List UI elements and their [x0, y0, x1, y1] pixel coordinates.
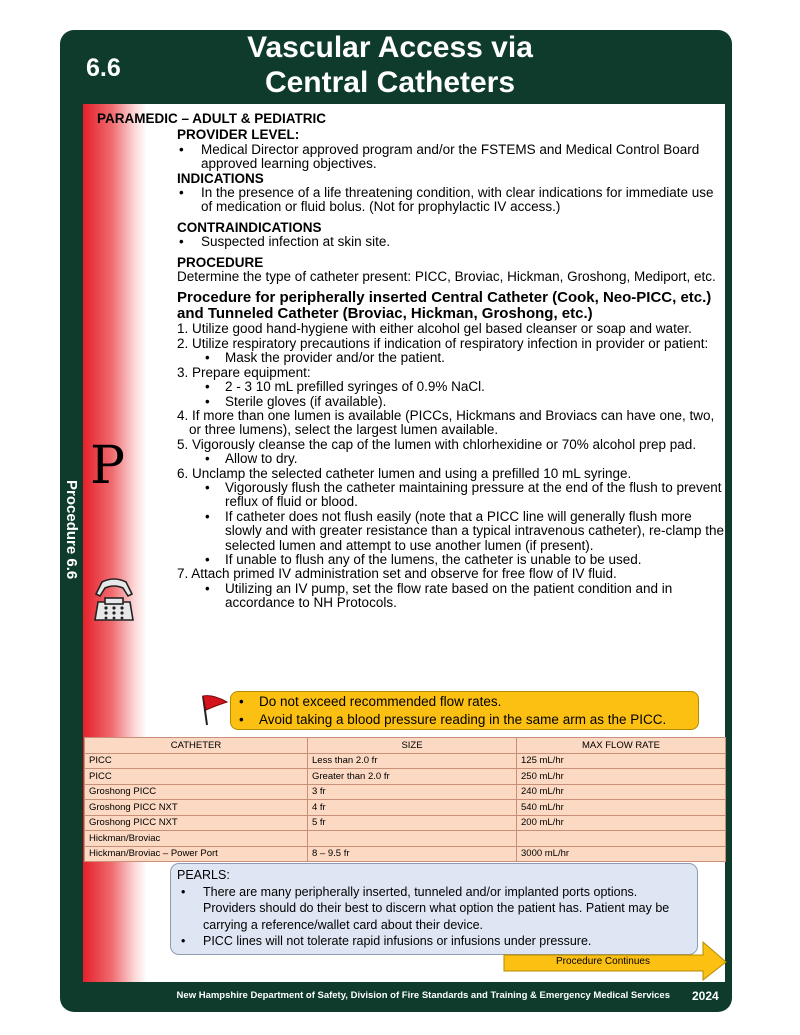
warning-item: • Avoid taking a blood pressure reading in the same arm as the PICC. — [231, 711, 698, 729]
table-cell-size: 4 fr — [308, 800, 517, 816]
table-cell-size — [308, 831, 517, 847]
step-2: 2. Utilize respiratory precautions if indication of respiratory infection in provider or patient: — [177, 335, 709, 351]
pearls-heading: PEARLS: — [177, 868, 230, 882]
table-cell-catheter: PICC — [85, 753, 308, 769]
column-header-catheter: CATHETER — [85, 738, 308, 754]
table-header-row — [85, 738, 726, 754]
procedure-title: Procedure for peripherally inserted Central Catheter (Cook, Neo-PICC, etc.) and Tunneled Catheter (Broviac, Hickman, Groshong, etc.) — [177, 289, 712, 323]
paramedic-scope-mark: P — [90, 436, 125, 496]
table-cell-flow: 3000 mL/hr — [517, 846, 726, 862]
table-cell-catheter: Hickman/Broviac — [85, 831, 308, 847]
table-row — [85, 846, 726, 862]
table-row — [85, 753, 726, 769]
warning-box — [230, 691, 699, 730]
footer-agency: New Hampshire Department of Safety, Division of Fire Standards and Training & Emergency Medical Services — [176, 990, 670, 1001]
table-cell-flow: 250 mL/hr — [517, 769, 726, 785]
side-procedure-text: Procedure 6.6 — [63, 480, 80, 580]
pearl-item: • PICC lines will not tolerate rapid infusions or infusions under pressure. — [177, 933, 691, 950]
page-title-line2: Central Catheters — [264, 66, 516, 99]
procedure-continues-link[interactable]: Procedure Continues — [556, 956, 650, 967]
step-3-bullet-a: • 2 - 3 10 mL prefilled syringes of 0.9% NaCl. — [177, 380, 725, 394]
table-row — [85, 800, 726, 816]
procedure-number: 6.6 — [86, 54, 121, 82]
table-cell-size: 8 – 9.5 fr — [308, 846, 517, 862]
step-7: 7. Attach primed IV administration set and observe for free flow of IV fluid. — [177, 566, 617, 582]
table-cell-flow: 540 mL/hr — [517, 800, 726, 816]
footer-year: 2024 — [692, 989, 719, 1003]
step-6-bullet-a: • Vigorously flush the catheter maintaining pressure at the end of the flush to prevent reflux of fluid or blood. — [177, 481, 725, 510]
step-3-bullet-b: • Sterile gloves (if available). — [177, 395, 725, 409]
side-procedure-label — [58, 480, 80, 630]
column-header-max-flow-rate: MAX FLOW RATE — [517, 738, 726, 754]
step-1: 1. Utilize good hand-hygiene with either alcohol gel based cleanser or soap and water. — [177, 321, 692, 337]
table-cell-catheter: Groshong PICC NXT — [85, 800, 308, 816]
table-cell-flow: 200 mL/hr — [517, 815, 726, 831]
table-cell-size: Greater than 2.0 fr — [308, 769, 517, 785]
main-text — [97, 112, 725, 611]
step-4: 4. If more than one lumen is available (PICCs, Hickmans and Broviacs can have one, two, or three lumens), select the largest lumen available. — [177, 407, 715, 438]
red-flag-icon — [197, 692, 229, 726]
table-cell-size: Less than 2.0 fr — [308, 753, 517, 769]
step-2-bullet: • Mask the provider and/or the patient. — [177, 351, 725, 365]
pearl-item: • There are many peripherally inserted, tunneled and/or implanted ports options. Providers should do their best to discern what option the patient has. Patient may be carrying a reference/wallet card about their device. — [177, 884, 691, 934]
contraindications-bullet: • Suspected infection at skin site. — [177, 235, 725, 249]
table-cell-size: 5 fr — [308, 815, 517, 831]
table-cell-flow: 240 mL/hr — [517, 784, 726, 800]
provider-level-heading: PROVIDER LEVEL: — [177, 127, 300, 143]
step-6-bullet-c: • If unable to flush any of the lumens, the catheter is unable to be used. — [177, 553, 725, 567]
table-cell-size: 3 fr — [308, 784, 517, 800]
indications-bullet: • In the presence of a life threatening condition, with clear indications for immediate use of medication or fluid bolus. (Not for prophylactic IV access.) — [177, 186, 725, 215]
table-cell-catheter: PICC — [85, 769, 308, 785]
flow-rate-table — [84, 737, 726, 862]
page-title-line1: Vascular Access via — [247, 31, 533, 64]
procedure-heading: PROCEDURE — [177, 254, 264, 270]
table-cell-catheter: Hickman/Broviac – Power Port — [85, 846, 308, 862]
provider-subtitle: PARAMEDIC – ADULT & PEDIATRIC — [97, 111, 326, 126]
step-7-bullet: • Utilizing an IV pump, set the flow rate based on the patient condition and in accordance to NH Protocols. — [177, 582, 725, 611]
column-header-size: SIZE — [308, 738, 517, 754]
page-title — [180, 30, 600, 100]
step-5-bullet: • Allow to dry. — [177, 452, 725, 466]
provider-level-bullet: • Medical Director approved program and/or the FSTEMS and Medical Control Board approved learning objectives. — [177, 143, 725, 172]
step-3: 3. Prepare equipment: — [177, 364, 311, 380]
step-5: 5. Vigorously cleanse the cap of the lumen with chlorhexidine or 70% alcohol prep pad. — [177, 436, 697, 452]
table-cell-flow — [517, 831, 726, 847]
step-6-bullet-b: • If catheter does not flush easily (note that a PICC line will generally flush more slowly and with greater resistance than a typical intravenous catheter), re-clamp the selected lumen and attempt to use another lumen (if present). — [177, 510, 725, 553]
table-cell-catheter: Groshong PICC — [85, 784, 308, 800]
contraindications-heading: CONTRAINDICATIONS — [177, 219, 322, 235]
indications-heading: INDICATIONS — [177, 170, 264, 186]
table-row — [85, 769, 726, 785]
table-row — [85, 784, 726, 800]
table-row — [85, 815, 726, 831]
table-cell-flow: 125 mL/hr — [517, 753, 726, 769]
table-row — [85, 831, 726, 847]
procedure-text: Determine the type of catheter present: PICC, Broviac, Hickman, Groshong, Mediport, etc. — [177, 269, 716, 285]
table-cell-catheter: Groshong PICC NXT — [85, 815, 308, 831]
warning-item: • Do not exceed recommended flow rates. — [231, 693, 698, 711]
step-6: 6. Unclamp the selected catheter lumen and using a prefilled 10 mL syringe. — [177, 465, 632, 481]
procedure-body — [177, 128, 725, 610]
